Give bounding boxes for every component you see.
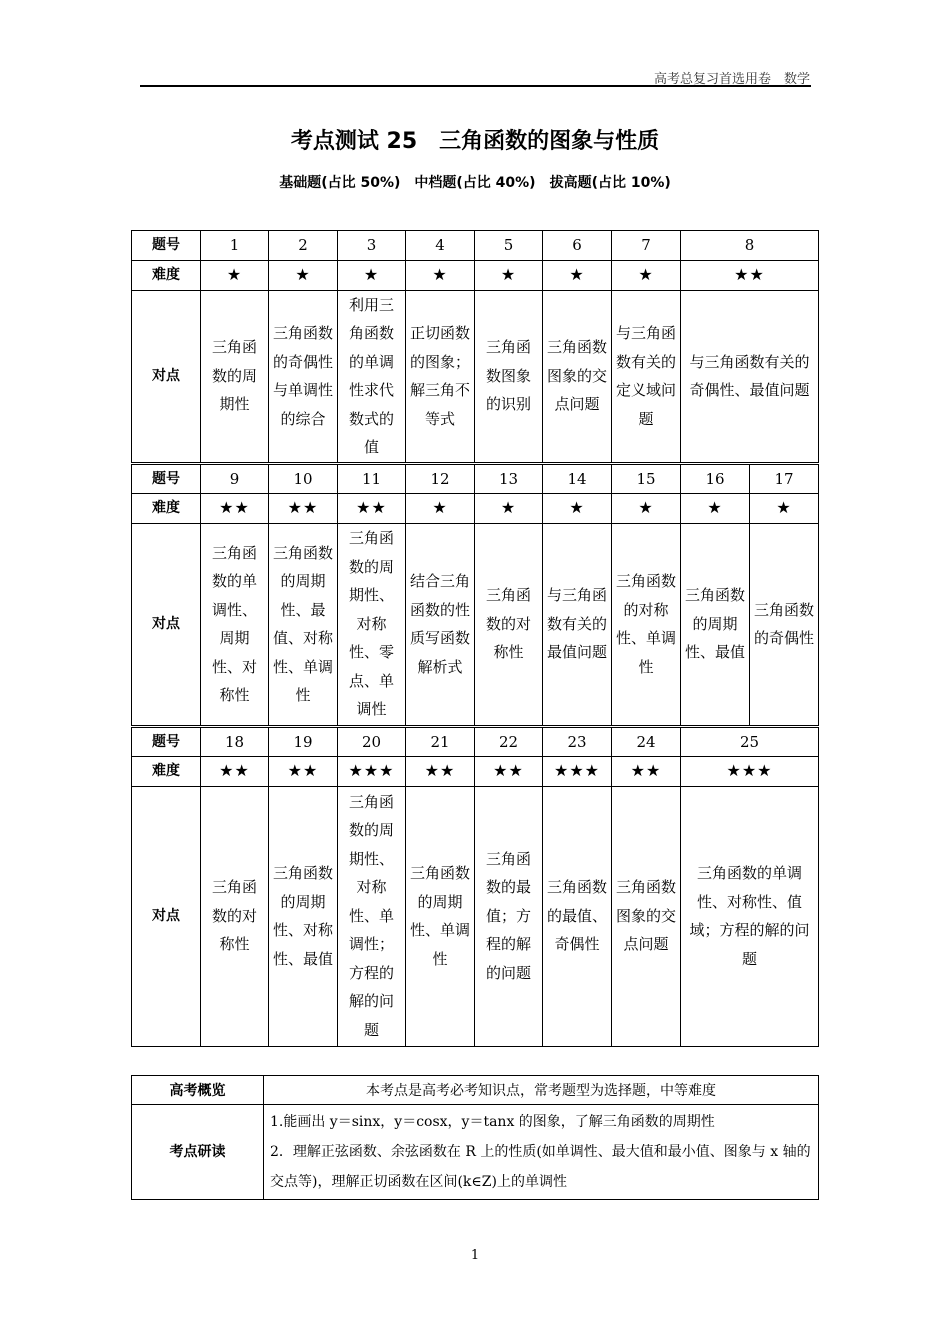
test-point-cell: 三角函数的对称性: [475, 523, 543, 726]
q-num: 12: [406, 463, 475, 494]
test-point-cell: 三角函数的单调性、周期性、对称性: [201, 523, 269, 726]
difficulty-stars: ★: [750, 494, 819, 524]
difficulty-stars: ★★★: [681, 757, 819, 787]
q-num: 4: [406, 231, 475, 261]
test-point-cell: 三角函数的最值、奇偶性: [543, 786, 612, 1046]
q-num: 5: [475, 231, 543, 261]
q-num: 2: [269, 231, 338, 261]
difficulty-stars: ★: [612, 261, 681, 291]
test-point-cell: 与三角函数有关的定义域问题: [612, 290, 681, 463]
difficulty-stars: ★: [406, 261, 475, 291]
test-point-cell: 三角函数的奇偶性与单调性的综合: [269, 290, 338, 463]
test-point-cell: 三角函数的周期性、单调性: [406, 786, 475, 1046]
difficulty-row: [132, 757, 819, 787]
difficulty-stars: ★★: [269, 494, 338, 524]
q-num: 22: [475, 726, 543, 757]
study-label: 考点研读: [132, 1105, 264, 1200]
difficulty-stars: ★★: [681, 261, 819, 291]
header-divider: [140, 85, 811, 87]
q-num: 17: [750, 463, 819, 494]
q-num: 21: [406, 726, 475, 757]
test-point-cell: 三角函数的周期性、对称性、最值: [269, 786, 338, 1046]
q-num: 15: [612, 463, 681, 494]
test-point-cell: 三角函数图象的交点问题: [543, 290, 612, 463]
q-num: 10: [269, 463, 338, 494]
q-num: 25: [681, 726, 819, 757]
test-point-cell: 三角函数的对称性、单调性: [612, 523, 681, 726]
row-label-num: 题号: [132, 231, 201, 261]
study-line: 1.能画出 y＝sinx，y＝cosx，y＝tanx 的图象，了解三角函数的周期性: [270, 1114, 715, 1130]
overview-label: 高考概览: [132, 1076, 264, 1105]
difficulty-stars: ★: [406, 494, 475, 524]
difficulty-stars: ★: [269, 261, 338, 291]
difficulty-stars: ★★: [475, 757, 543, 787]
q-num: 7: [612, 231, 681, 261]
page-subtitle: 基础题(占比 50%) 中档题(占比 40%) 拔高题(占比 10%): [279, 175, 671, 191]
question-number-row: [132, 463, 819, 494]
q-num: 20: [338, 726, 406, 757]
row-label-num: 题号: [132, 463, 201, 494]
overview-text: 本考点是高考必考知识点，常考题型为选择题，中等难度: [264, 1076, 819, 1105]
q-num: 1: [201, 231, 269, 261]
test-point-cell: 三角函数的单调性、对称性、值域；方程的解的问题: [681, 786, 819, 1046]
question-number-row: [132, 726, 819, 757]
q-num: 24: [612, 726, 681, 757]
difficulty-stars: ★★: [338, 494, 406, 524]
test-point-cell: 三角函数的最值；方程的解的问题: [475, 786, 543, 1046]
row-label-point: 对点: [132, 786, 201, 1046]
test-point-cell: 三角函数的对称性: [201, 786, 269, 1046]
row-label-difficulty: 难度: [132, 494, 201, 524]
test-point-cell: 正切函数的图象；解三角不等式: [406, 290, 475, 463]
header-text: 高考总复习首选用卷 数学: [653, 72, 810, 87]
q-num: 13: [475, 463, 543, 494]
difficulty-stars: ★★: [201, 494, 269, 524]
difficulty-stars: ★★: [201, 757, 269, 787]
row-label-num: 题号: [132, 726, 201, 757]
page-title: 考点测试 25 三角函数的图象与性质: [290, 129, 660, 154]
test-point-row: [132, 786, 819, 1046]
test-point-table: [131, 230, 819, 1047]
test-point-cell: 与三角函数有关的奇偶性、最值问题: [681, 290, 819, 463]
difficulty-stars: ★★★: [543, 757, 612, 787]
difficulty-stars: ★★: [406, 757, 475, 787]
row-label-point: 对点: [132, 523, 201, 726]
test-point-cell: 三角函数图象的交点问题: [612, 786, 681, 1046]
test-point-cell: 三角函数图象的识别: [475, 290, 543, 463]
difficulty-stars: ★: [475, 261, 543, 291]
test-point-cell: 结合三角函数的性质写函数解析式: [406, 523, 475, 726]
test-point-cell: 三角函数的周期性、对称性、单调性；方程的解的问题: [338, 786, 406, 1046]
page-number: 1: [470, 1248, 480, 1263]
difficulty-stars: ★: [543, 494, 612, 524]
q-num: 3: [338, 231, 406, 261]
difficulty-stars: ★: [543, 261, 612, 291]
difficulty-stars: ★: [681, 494, 750, 524]
q-num: 9: [201, 463, 269, 494]
test-point-cell: 三角函数的周期性、对称性、零点、单调性: [338, 523, 406, 726]
q-num: 16: [681, 463, 750, 494]
test-point-cell: 三角函数的周期性、最值、对称性、单调性: [269, 523, 338, 726]
question-number-row: [132, 231, 819, 261]
difficulty-stars: ★: [612, 494, 681, 524]
test-point-cell: 利用三角函数的单调性求代数式的值: [338, 290, 406, 463]
q-num: 18: [201, 726, 269, 757]
test-point-row: [132, 290, 819, 463]
difficulty-stars: ★★★: [338, 757, 406, 787]
difficulty-row: [132, 261, 819, 291]
test-point-cell: 与三角函数有关的最值问题: [543, 523, 612, 726]
test-point-row: [132, 523, 819, 726]
study-line: 2．理解正弦函数、余弦函数在 R 上的性质(如单调性、最大值和最小值、图象与 x 轴的交点等)，理解正切函数在区间(k∈Z)上的单调性: [270, 1144, 811, 1190]
difficulty-stars: ★: [201, 261, 269, 291]
difficulty-stars: ★★: [612, 757, 681, 787]
test-point-cell: 三角函数的周期性: [201, 290, 269, 463]
q-num: 23: [543, 726, 612, 757]
row-label-difficulty: 难度: [132, 757, 201, 787]
test-point-cell: 三角函数的奇偶性: [750, 523, 819, 726]
difficulty-stars: ★★: [269, 757, 338, 787]
difficulty-stars: ★: [338, 261, 406, 291]
q-num: 11: [338, 463, 406, 494]
q-num: 14: [543, 463, 612, 494]
row-label-point: 对点: [132, 290, 201, 463]
exam-overview-table: [131, 1075, 819, 1200]
test-point-cell: 三角函数的周期性、最值: [681, 523, 750, 726]
q-num: 8: [681, 231, 819, 261]
difficulty-stars: ★: [475, 494, 543, 524]
row-label-difficulty: 难度: [132, 261, 201, 291]
q-num: 19: [269, 726, 338, 757]
study-content: [264, 1105, 819, 1200]
q-num: 6: [543, 231, 612, 261]
difficulty-row: [132, 494, 819, 524]
